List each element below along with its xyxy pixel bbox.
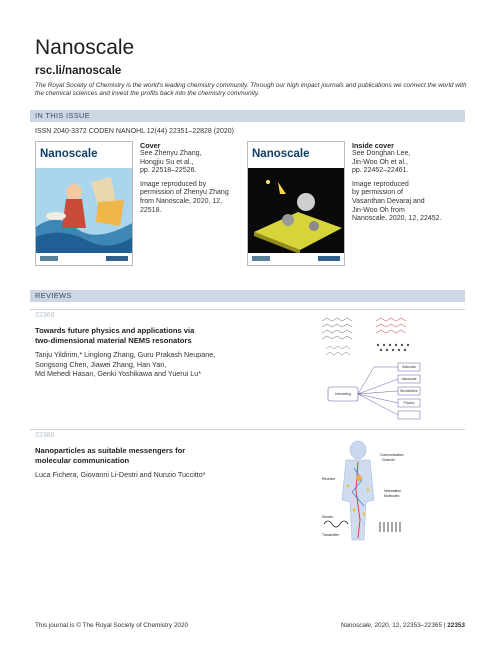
review-authors: Tanju Yildirim,* Linglong Zhang, Guru Prakash Neupane, Songsong Chen, Jiawei Zhang, Han Yan, Md Mehedi Hasan, Genki Yoshikawa and Yuerui Lu*: [35, 350, 216, 379]
fig-label-channel: Channel: [382, 458, 395, 462]
inside-cover-title: Nanoscale: [252, 148, 310, 160]
fig-label-nanoscale: Nanoscale: [401, 377, 417, 381]
review-title[interactable]: Nanoparticles as suitable messengers for molecular communication: [35, 446, 186, 465]
issn-line: ISSN 2040-3372 CODEN NANOHL 12(44) 22351–22828 (2020): [35, 128, 234, 135]
fig-label-sender: Sender: [322, 515, 333, 519]
section-label: IN THIS ISSUE: [35, 111, 91, 120]
fig-label-receiver: Receiver: [322, 477, 336, 481]
review-page-number: 22366: [35, 312, 55, 319]
inside-cover-caption: Inside cover See Donghan Lee, Jin-Woo Oh et al., pp. 22452–22461. Image reproduced by permission of Vasanthan Devaraj and Jin-Woo Oh from Nanoscale, 2020, 12, 22452.: [352, 141, 462, 224]
inside-cover-footer: [248, 253, 344, 265]
journal-title: Nanoscale: [35, 36, 135, 59]
in-this-issue-bar: [30, 110, 465, 122]
inside-cover-masthead: [248, 142, 344, 168]
footer-copyright: This journal is © The Royal Society of Chemistry 2020: [35, 622, 189, 629]
rsc-blurb: The Royal Society of Chemistry is the world's leading chemistry community. Through our high impact journals and publications we connect the world with the chemical sciences and invest the profits back into the chemistry community.: [35, 82, 467, 98]
fig-label-communication: Communication: [380, 453, 404, 457]
review-page-number: 22386: [35, 432, 55, 439]
front-cover-caption: Cover See Zhenyu Zhang, Hongjiu Su et al., pp. 22518–22526. Image reproduced by permission of Zhenyu Zhang from Nanoscale, 2020, 12, 22518.: [140, 141, 240, 215]
section-label: REVIEWS: [35, 291, 72, 300]
front-cover-footer: [36, 253, 132, 265]
fig-label-physics: Physics: [403, 401, 415, 405]
footer-citation: Nanoscale, 2020, 12, 22353–22365 | 22353: [340, 622, 465, 629]
review-title[interactable]: Towards future physics and applications via two-dimensional material NEMS resonators: [35, 326, 195, 345]
review-divider: [30, 429, 465, 430]
inside-cover-label: Inside cover: [352, 141, 394, 150]
inside-cover-image[interactable]: [247, 141, 345, 266]
reviews-bar: [30, 290, 465, 302]
fig-label-information: Information: [384, 489, 401, 493]
review-graphical-abstract: [318, 440, 426, 550]
journal-url[interactable]: rsc.li/nanoscale: [35, 65, 122, 77]
front-cover-label: Cover: [140, 141, 161, 150]
fig-label-biomedicine: Biomedicine: [400, 389, 418, 393]
fig-label-molecular: Molecular: [402, 365, 416, 369]
review-graphical-abstract: [318, 315, 426, 425]
fig-label-transmitter: Transmitter: [322, 533, 340, 537]
fig-label-molecules: Molecules: [384, 494, 400, 498]
review-divider: [30, 309, 465, 310]
review-authors: Luca Fichera, Giovanni Li-Destri and Nunzio Tuccitto*: [35, 470, 206, 479]
footer-page-number: 22353: [447, 622, 465, 629]
front-cover-image[interactable]: [35, 141, 133, 266]
fig-label-interacting: Interacting: [335, 392, 351, 396]
front-cover-masthead: [36, 142, 132, 168]
front-cover-title: Nanoscale: [40, 148, 98, 160]
